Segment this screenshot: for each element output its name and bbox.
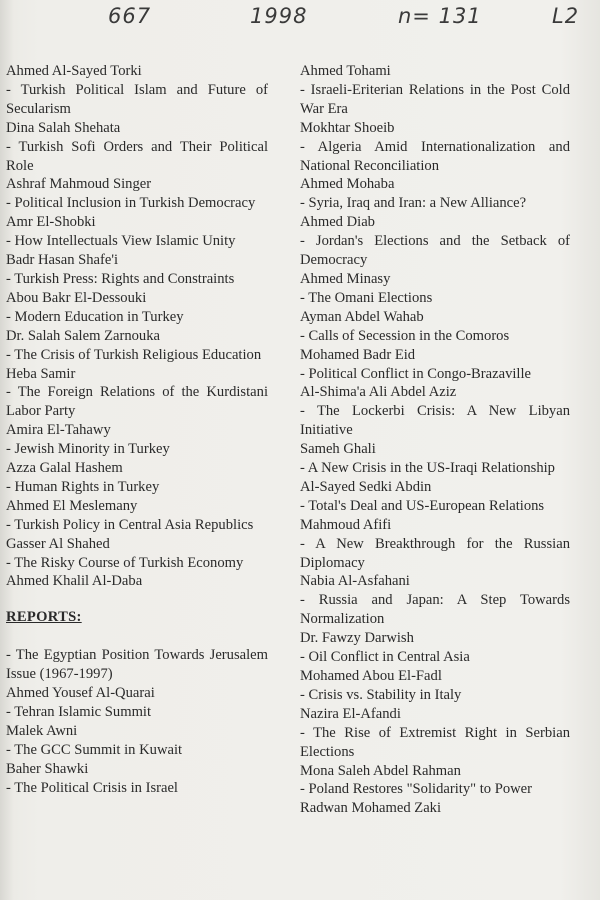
author-name: Heba Samir: [6, 365, 76, 382]
author-name: Ahmed Diab: [300, 214, 375, 231]
list-item: [300, 762, 570, 800]
list-item: [6, 535, 268, 573]
author-name: Amira El-Tahawy: [6, 422, 111, 439]
author-name: Ahmed Khalil Al-Daba: [6, 573, 143, 590]
report-title: - The Egyptian Position Towards Jerusalem Issue (1967-1997): [6, 647, 268, 683]
author-name: Ashraf Mahmoud Singer: [6, 176, 152, 193]
article-title: - Israeli-Eriterian Relations in the Post Cold War Era: [300, 81, 570, 117]
author-name: Sameh Ghali: [300, 441, 376, 458]
author-name: Malek Awni: [6, 722, 78, 739]
report-item: [6, 646, 268, 703]
article-title: - Jordan's Elections and the Setback of Democracy: [300, 233, 570, 269]
article-title: - Poland Restores "Solidarity" to Power: [300, 781, 533, 798]
author-name: Ahmed Mohaba: [300, 176, 395, 193]
left-column: [6, 62, 268, 798]
article-title: - The Risky Course of Turkish Economy: [6, 554, 244, 571]
article-title: - Syria, Iraq and Iran: a New Alliance?: [300, 195, 527, 212]
list-item: [300, 629, 570, 667]
author-name: Mokhtar Shoeib: [300, 119, 395, 136]
author-name: Badr Hasan Shafe'i: [6, 252, 119, 269]
article-title: - The Lockerbi Crisis: A New Libyan Initiative: [300, 403, 570, 439]
article-title: - Political Inclusion in Turkish Democracy: [6, 195, 256, 212]
author-name: Dina Salah Shehata: [6, 119, 121, 136]
author-name: Dr. Fawzy Darwish: [300, 630, 414, 647]
handwritten-year: 1998: [250, 4, 308, 28]
author-name: Amr El-Shobki: [6, 214, 96, 231]
list-item: [300, 383, 570, 440]
handwritten-count: n= 131: [398, 4, 482, 28]
article-title: - The Rise of Extremist Right in Serbian Elections: [300, 724, 570, 760]
list-item: [6, 289, 268, 327]
list-item: [6, 251, 268, 289]
handwritten-code: L2: [552, 4, 580, 28]
author-name: Ahmed Minasy: [300, 270, 391, 287]
list-item: [300, 572, 570, 629]
report-title: - The Political Crisis in Israel: [6, 779, 178, 796]
right-column: [300, 62, 570, 818]
author-name: Abou Bakr El-Dessouki: [6, 289, 147, 306]
author-name: Radwan Mohamed Zaki: [300, 800, 442, 817]
article-title: - Turkish Political Islam and Future of Secularism: [6, 81, 268, 117]
author-name: Baher Shawki: [6, 760, 89, 777]
list-item: [6, 497, 268, 535]
article-title: - Oil Conflict in Central Asia: [300, 649, 470, 666]
author-name: Ahmed Tohami: [300, 63, 391, 79]
list-item: [300, 270, 570, 308]
article-title: - The Crisis of Turkish Religious Education: [6, 346, 262, 363]
article-title: - A New Crisis in the US-Iraqi Relationship: [300, 460, 555, 477]
list-item: [6, 62, 268, 119]
author-name: Ayman Abdel Wahab: [300, 308, 424, 325]
report-title: - The GCC Summit in Kuwait: [6, 741, 183, 758]
report-item: [6, 741, 268, 779]
list-item: [300, 213, 570, 270]
author-name: Nabia Al-Asfahani: [300, 573, 410, 590]
list-item: [300, 478, 570, 516]
article-title: - A New Breakthrough for the Russian Diplomacy: [300, 535, 570, 571]
list-item: [6, 459, 268, 497]
article-title: - Algeria Amid Internationalization and National Reconciliation: [300, 138, 570, 174]
article-title: - Calls of Secession in the Comoros: [300, 327, 510, 344]
list-item: [300, 308, 570, 346]
article-title: - How Intellectuals View Islamic Unity: [6, 233, 236, 250]
author-name: Azza Galal Hashem: [6, 460, 123, 477]
article-title: - The Foreign Relations of the Kurdistani Labor Party: [6, 384, 268, 420]
article-title: - Total's Deal and US-European Relations: [300, 497, 545, 514]
author-name: Mahmoud Afifi: [300, 516, 392, 533]
list-item: [300, 175, 570, 213]
reports-heading: REPORTS:: [6, 609, 82, 626]
author-name: Mona Saleh Abdel Rahman: [300, 762, 461, 779]
article-title: - The Omani Elections: [300, 289, 433, 306]
list-item: [6, 119, 268, 176]
author-name: Ahmed Al-Sayed Torki: [6, 63, 142, 79]
article-title: - Russia and Japan: A Step Towards Normalization: [300, 592, 570, 628]
list-item: [300, 799, 570, 818]
list-item: [6, 213, 268, 251]
author-name: Mohamed Abou El-Fadl: [300, 668, 442, 684]
list-item: [6, 327, 268, 365]
author-name: Gasser Al Shahed: [6, 535, 110, 552]
article-title: - Turkish Press: Rights and Constraints: [6, 270, 235, 287]
list-item: [6, 365, 268, 422]
handwritten-number: 667: [108, 4, 152, 28]
author-name: Al-Shima'a Ali Abdel Aziz: [300, 384, 457, 401]
list-item: [6, 175, 268, 213]
article-title: - Crisis vs. Stability in Italy: [300, 686, 462, 703]
article-title: - Turkish Sofi Orders and Their Political Role: [6, 138, 268, 174]
article-title: - Modern Education in Turkey: [6, 308, 184, 325]
article-title: - Jewish Minority in Turkey: [6, 441, 170, 458]
article-title: - Human Rights in Turkey: [6, 478, 160, 495]
report-item: [6, 779, 268, 798]
author-name: Al-Sayed Sedki Abdin: [300, 478, 432, 495]
author-name: Nazira El-Afandi: [300, 705, 401, 722]
list-item: [6, 421, 268, 459]
report-title: - Tehran Islamic Summit: [6, 704, 152, 720]
list-item: [300, 62, 570, 119]
list-item: [300, 516, 570, 573]
list-item: [300, 667, 570, 705]
report-item: [6, 703, 268, 741]
list-item: [300, 440, 570, 478]
list-item: [6, 572, 268, 591]
handwritten-annotations: [0, 0, 600, 40]
author-name: Ahmed El Meslemany: [6, 497, 138, 514]
author-name: Dr. Salah Salem Zarnouka: [6, 327, 161, 344]
list-item: [300, 119, 570, 176]
list-item: [300, 705, 570, 762]
article-title: - Political Conflict in Congo-Brazaville: [300, 365, 532, 382]
author-name: Ahmed Yousef Al-Quarai: [6, 685, 155, 702]
author-name: Mohamed Badr Eid: [300, 346, 416, 363]
list-item: [300, 346, 570, 384]
article-title: - Turkish Policy in Central Asia Republics: [6, 516, 254, 533]
